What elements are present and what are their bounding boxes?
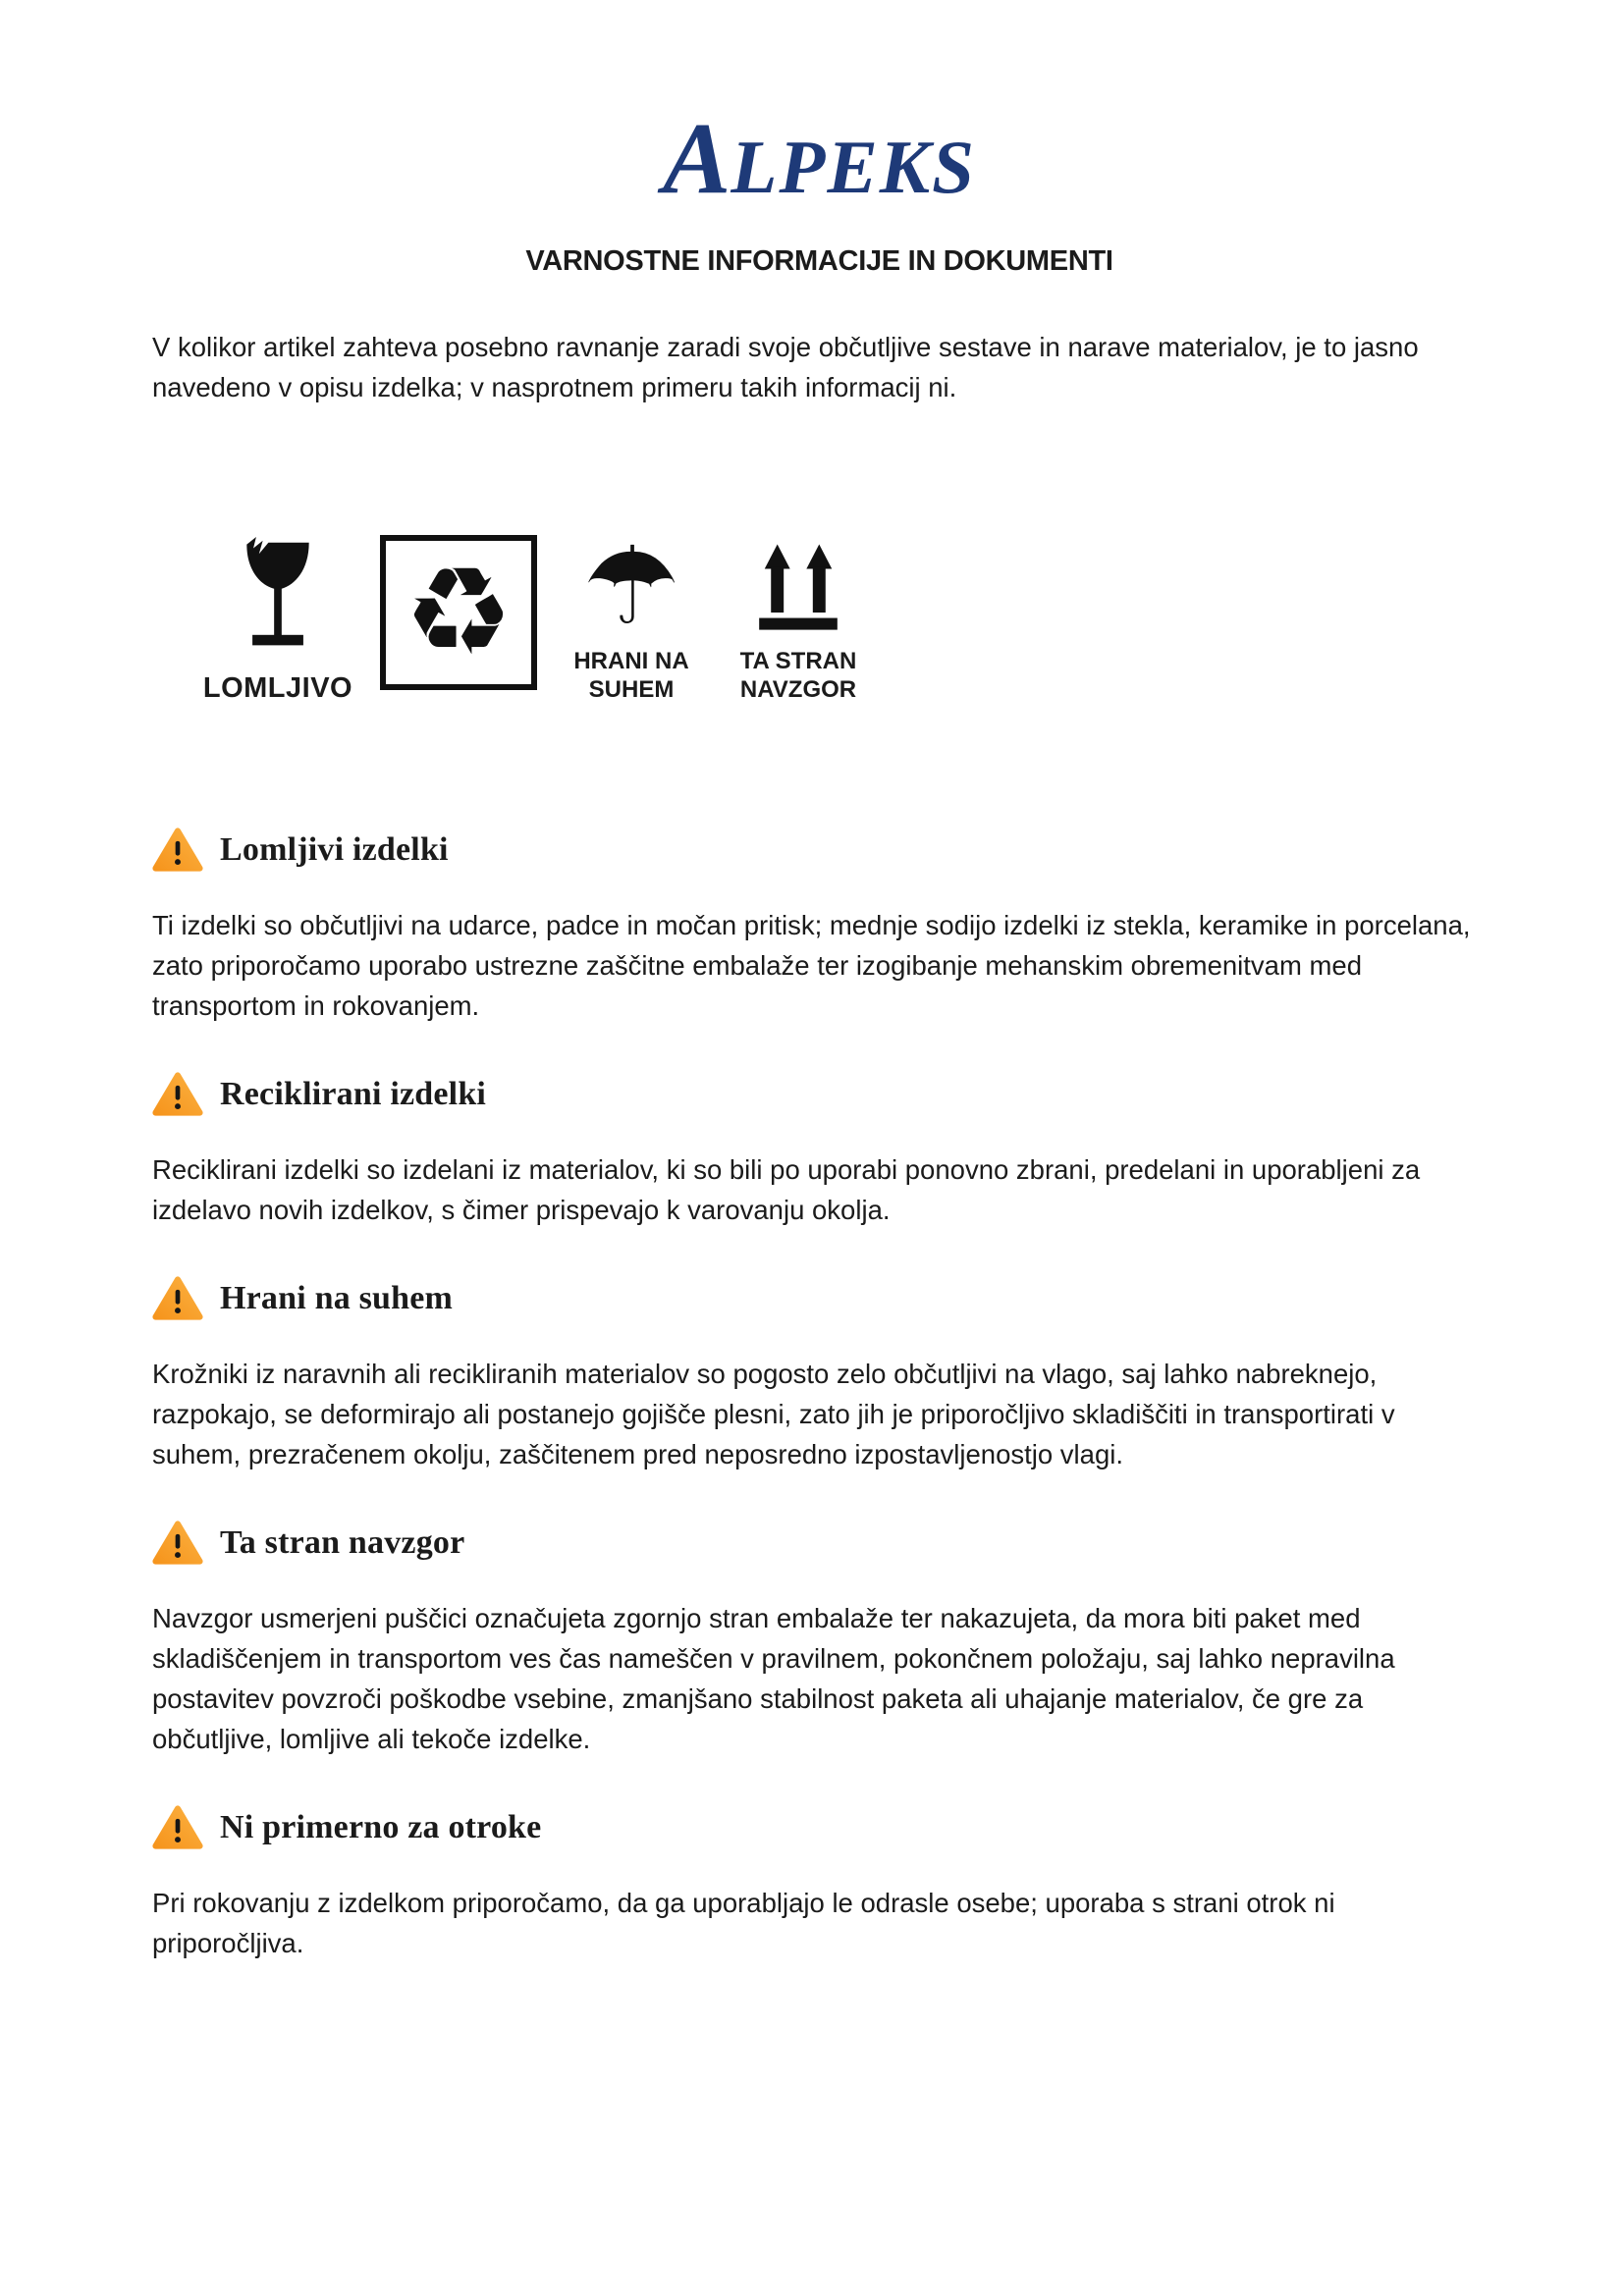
arrows-up-icon [749,539,847,637]
packaging-symbols-row [199,523,1487,705]
this-side-up-symbol [731,535,865,704]
section-not-for-children [152,1804,1487,1963]
section-heading [152,1804,1487,1850]
section-heading [152,1275,1487,1321]
section-title: Reciklirani izdelki [220,1075,487,1112]
section-heading [152,1520,1487,1566]
section-paragraph: Ti izdelki so občutljivi na udarce, padce in močan pritisk; mednje sodijo izdelki iz stekla, keramike in porcelana, zato priporočamo uporabo ustrezne zaščitne embalaže ter izogibanje mehanskim obremenitvam med transportom in rokovanjem. [152,910,1471,1021]
section-title: Ni primerno za otroke [220,1808,542,1845]
this-side-up-label: TA STRAN NAVZGOR [739,648,857,703]
warning-triangle-icon [152,1520,203,1566]
recycle-symbol-frame [380,535,537,690]
section-recycled-products [152,1071,1487,1230]
intro-paragraph: V kolikor artikel zahteva posebno ravnanje zaradi svoje občutljive sestave in narave materialov, je to jasno navedeno v opisu izdelka; v nasprotnem primeru takih informacij ni. [152,332,1419,402]
section-fragile-products [152,827,1487,1026]
warning-triangle-icon [152,827,203,873]
umbrella-icon: ☂ [582,523,680,649]
warning-triangle-icon [152,1804,203,1850]
logo-first-letter: A [663,102,731,215]
keep-dry-label: HRANI NA SUHEM [573,648,689,703]
warning-triangle-icon [152,1071,203,1117]
section-heading [152,1071,1487,1117]
section-paragraph: Krožniki iz naravnih ali recikliranih materialov so pogosto zelo občutljivi na vlago, saj lahko nabreknejo, razpokajo, se deformirajo ali postanejo gojišče plesni, zato jih je priporočljivo skladiščiti in transportirati v suhem, prezračenem okolju, zaščitenem pred neposredno izpostavljenostjo vlagi. [152,1359,1395,1469]
fragile-label: LOMLJIVO [202,672,353,704]
section-title: Hrani na suhem [220,1279,454,1316]
logo-rest: LPEKS [731,125,976,209]
fragile-symbol [199,535,356,705]
section-title: Ta stran navzgor [220,1523,465,1561]
section-heading [152,827,1487,873]
section-paragraph: Navzgor usmerjeni puščici označujeta zgornjo stran embalaže ter nakazujeta, da mora biti paket med skladiščenjem in transportom ves čas nameščen v pravilnem, pokončnem položaju, saj lahko nepravilna postavitev povzroči poškodbe vsebine, zmanjšano stabilnost paketa ali uhajanje materialov, če gre za občutljive, lomljive ali tekoče izdelke. [152,1603,1395,1754]
section-paragraph: Reciklirani izdelki so izdelani iz materialov, ki so bili po uporabi ponovno zbrani, predelani in uporabljeni za izdelavo novih izdelkov, s čimer prispevajo k varovanju okolja. [152,1154,1421,1225]
warning-triangle-icon [152,1275,203,1321]
section-this-side-up [152,1520,1487,1759]
recycling-symbol-icon: ♻ [404,542,514,683]
section-title: Lomljivi izdelki [220,830,449,868]
page-title: VARNOSTNE INFORMACIJE IN DOKUMENTI [525,245,1113,277]
keep-dry-symbol [557,523,706,704]
section-paragraph: Pri rokovanju z izdelkom priporočamo, da ga uporabljajo le odrasle osebe; uporaba s strani otrok ni priporočljiva. [152,1888,1335,1958]
section-keep-dry [152,1275,1487,1474]
recycle-symbol [374,535,543,690]
broken-glass-icon [231,535,325,655]
company-logo [152,0,1487,215]
